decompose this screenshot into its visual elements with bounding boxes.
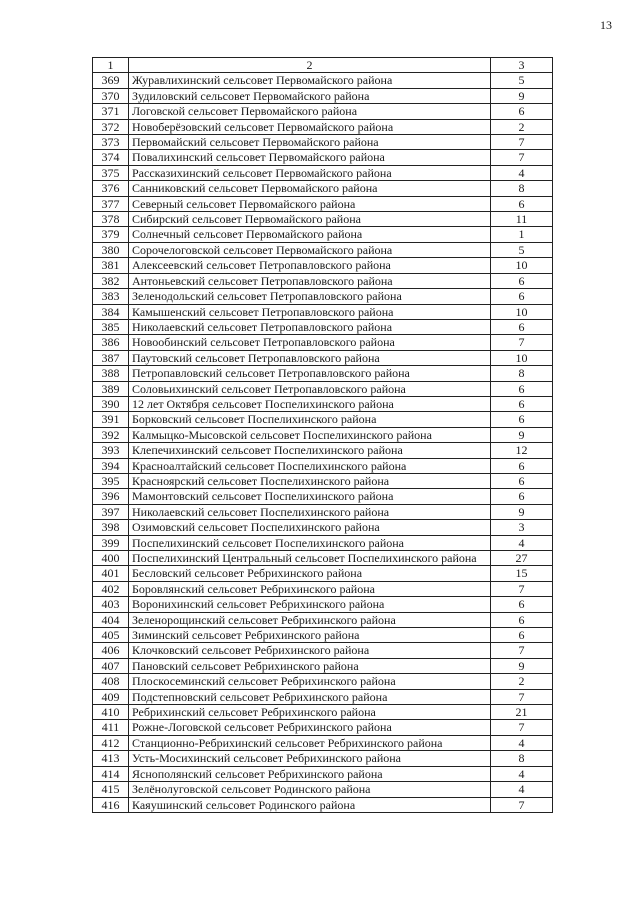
row-number: 416 xyxy=(93,797,129,812)
table-row xyxy=(93,473,553,488)
municipality-name: Санниковский сельсовет Первомайского района xyxy=(129,181,491,196)
table-row xyxy=(93,443,553,458)
districts-table xyxy=(92,57,553,813)
municipality-name: Клочковский сельсовет Ребрихинского района xyxy=(129,643,491,658)
row-number: 409 xyxy=(93,689,129,704)
row-value: 6 xyxy=(491,381,553,396)
row-value: 6 xyxy=(491,319,553,334)
municipality-name: Станционно-Ребрихинский сельсовет Ребрихинского района xyxy=(129,735,491,750)
municipality-name: Ребрихинский сельсовет Ребрихинского района xyxy=(129,705,491,720)
row-number: 386 xyxy=(93,335,129,350)
municipality-name: Каяушинский сельсовет Родинского района xyxy=(129,797,491,812)
row-value: 5 xyxy=(491,242,553,257)
municipality-name: Сорочелоговской сельсовет Первомайского района xyxy=(129,242,491,257)
row-value: 6 xyxy=(491,289,553,304)
municipality-name: Зелёнолуговской сельсовет Родинского района xyxy=(129,782,491,797)
row-number: 410 xyxy=(93,705,129,720)
row-number: 371 xyxy=(93,104,129,119)
row-number: 380 xyxy=(93,242,129,257)
table-row xyxy=(93,212,553,227)
row-number: 379 xyxy=(93,227,129,242)
row-number: 373 xyxy=(93,135,129,150)
row-number: 402 xyxy=(93,581,129,596)
row-number: 376 xyxy=(93,181,129,196)
municipality-name: Зудиловский сельсовет Первомайского района xyxy=(129,88,491,103)
row-value: 7 xyxy=(491,689,553,704)
row-value: 7 xyxy=(491,335,553,350)
row-number: 406 xyxy=(93,643,129,658)
row-value: 6 xyxy=(491,458,553,473)
row-value: 12 xyxy=(491,443,553,458)
row-value: 7 xyxy=(491,150,553,165)
municipality-name: Первомайский сельсовет Первомайского района xyxy=(129,135,491,150)
row-value: 9 xyxy=(491,504,553,519)
row-number: 403 xyxy=(93,597,129,612)
municipality-name: Петропавловский сельсовет Петропавловского района xyxy=(129,366,491,381)
row-value: 9 xyxy=(491,658,553,673)
row-value: 10 xyxy=(491,258,553,273)
row-number: 393 xyxy=(93,443,129,458)
table-row xyxy=(93,104,553,119)
municipality-name: 12 лет Октября сельсовет Поспелихинского района xyxy=(129,396,491,411)
table-row xyxy=(93,119,553,134)
row-value: 6 xyxy=(491,104,553,119)
municipality-name: Новообинский сельсовет Петропавловского района xyxy=(129,335,491,350)
municipality-name: Николаевский сельсовет Петропавловского района xyxy=(129,319,491,334)
row-value: 7 xyxy=(491,581,553,596)
row-value: 8 xyxy=(491,751,553,766)
table-row xyxy=(93,658,553,673)
table-row xyxy=(93,242,553,257)
row-number: 394 xyxy=(93,458,129,473)
municipality-name: Антоньевский сельсовет Петропавловского района xyxy=(129,273,491,288)
row-value: 9 xyxy=(491,427,553,442)
row-number: 374 xyxy=(93,150,129,165)
row-number: 407 xyxy=(93,658,129,673)
table-row xyxy=(93,735,553,750)
table-row xyxy=(93,766,553,781)
table-header-row xyxy=(93,58,553,73)
row-value: 21 xyxy=(491,705,553,720)
row-number: 414 xyxy=(93,766,129,781)
row-number: 388 xyxy=(93,366,129,381)
municipality-name: Логовской сельсовет Первомайского района xyxy=(129,104,491,119)
row-value: 6 xyxy=(491,412,553,427)
table-row xyxy=(93,782,553,797)
row-number: 383 xyxy=(93,289,129,304)
row-number: 389 xyxy=(93,381,129,396)
row-value: 6 xyxy=(491,396,553,411)
row-value: 1 xyxy=(491,227,553,242)
row-value: 4 xyxy=(491,782,553,797)
row-number: 411 xyxy=(93,720,129,735)
row-value: 7 xyxy=(491,135,553,150)
municipality-name: Рожне-Логовской сельсовет Ребрихинского района xyxy=(129,720,491,735)
table-row xyxy=(93,489,553,504)
municipality-name: Яснополянский сельсовет Ребрихинского района xyxy=(129,766,491,781)
row-value: 7 xyxy=(491,643,553,658)
table-row xyxy=(93,258,553,273)
row-number: 412 xyxy=(93,735,129,750)
municipality-name: Зиминский сельсовет Ребрихинского района xyxy=(129,628,491,643)
municipality-name: Боровлянский сельсовет Ребрихинского района xyxy=(129,581,491,596)
table-row xyxy=(93,612,553,627)
row-number: 404 xyxy=(93,612,129,627)
row-number: 372 xyxy=(93,119,129,134)
municipality-name: Клепечихинский сельсовет Поспелихинского района xyxy=(129,443,491,458)
table-row xyxy=(93,720,553,735)
row-number: 399 xyxy=(93,535,129,550)
row-number: 375 xyxy=(93,165,129,180)
row-value: 3 xyxy=(491,520,553,535)
table-row xyxy=(93,181,553,196)
municipality-name: Поспелихинский сельсовет Поспелихинского района xyxy=(129,535,491,550)
table-row xyxy=(93,366,553,381)
table-row xyxy=(93,165,553,180)
row-number: 384 xyxy=(93,304,129,319)
municipality-name: Зеленорощинский сельсовет Ребрихинского района xyxy=(129,612,491,627)
row-number: 378 xyxy=(93,212,129,227)
table-row xyxy=(93,350,553,365)
table-row xyxy=(93,396,553,411)
municipality-name: Соловьихинский сельсовет Петропавловского района xyxy=(129,381,491,396)
table-row xyxy=(93,135,553,150)
row-value: 7 xyxy=(491,797,553,812)
row-value: 4 xyxy=(491,735,553,750)
municipality-name: Паутовский сельсовет Петропавловского района xyxy=(129,350,491,365)
row-value: 6 xyxy=(491,489,553,504)
municipality-name: Алексеевский сельсовет Петропавловского района xyxy=(129,258,491,273)
row-number: 385 xyxy=(93,319,129,334)
table-row xyxy=(93,304,553,319)
header-col-1: 1 xyxy=(93,58,129,73)
table-row xyxy=(93,689,553,704)
table-row xyxy=(93,597,553,612)
table-row xyxy=(93,196,553,211)
table-row xyxy=(93,335,553,350)
row-value: 6 xyxy=(491,473,553,488)
row-value: 4 xyxy=(491,535,553,550)
row-number: 390 xyxy=(93,396,129,411)
row-number: 381 xyxy=(93,258,129,273)
row-value: 4 xyxy=(491,165,553,180)
row-number: 405 xyxy=(93,628,129,643)
row-number: 400 xyxy=(93,551,129,566)
table-row xyxy=(93,73,553,88)
row-value: 27 xyxy=(491,551,553,566)
row-number: 395 xyxy=(93,473,129,488)
row-number: 401 xyxy=(93,566,129,581)
row-number: 387 xyxy=(93,350,129,365)
municipality-name: Новоберёзовский сельсовет Первомайского района xyxy=(129,119,491,134)
table-row xyxy=(93,551,553,566)
table-row xyxy=(93,751,553,766)
municipality-name: Северный сельсовет Первомайского района xyxy=(129,196,491,211)
municipality-name: Мамонтовский сельсовет Поспелихинского района xyxy=(129,489,491,504)
municipality-name: Камышенский сельсовет Петропавловского района xyxy=(129,304,491,319)
municipality-name: Пановский сельсовет Ребрихинского района xyxy=(129,658,491,673)
row-value: 2 xyxy=(491,119,553,134)
municipality-name: Подстепновский сельсовет Ребрихинского района xyxy=(129,689,491,704)
municipality-name: Николаевский сельсовет Поспелихинского района xyxy=(129,504,491,519)
municipality-name: Калмыцко-Мысовской сельсовет Поспелихинского района xyxy=(129,427,491,442)
table-row xyxy=(93,289,553,304)
table-row xyxy=(93,227,553,242)
table-row xyxy=(93,535,553,550)
table-row xyxy=(93,674,553,689)
table-row xyxy=(93,628,553,643)
table-row xyxy=(93,381,553,396)
table-row xyxy=(93,504,553,519)
header-col-3: 3 xyxy=(491,58,553,73)
row-value: 15 xyxy=(491,566,553,581)
table-row xyxy=(93,705,553,720)
row-value: 2 xyxy=(491,674,553,689)
row-value: 10 xyxy=(491,304,553,319)
municipality-name: Рассказихинский сельсовет Первомайского района xyxy=(129,165,491,180)
row-number: 415 xyxy=(93,782,129,797)
table-row xyxy=(93,581,553,596)
municipality-name: Сибирский сельсовет Первомайского района xyxy=(129,212,491,227)
row-number: 391 xyxy=(93,412,129,427)
municipality-name: Бесловский сельсовет Ребрихинского района xyxy=(129,566,491,581)
row-value: 6 xyxy=(491,612,553,627)
row-value: 6 xyxy=(491,196,553,211)
municipality-name: Плоскосеминский сельсовет Ребрихинского района xyxy=(129,674,491,689)
municipality-name: Борковский сельсовет Поспелихинского района xyxy=(129,412,491,427)
row-number: 396 xyxy=(93,489,129,504)
municipality-name: Журавлихинский сельсовет Первомайского района xyxy=(129,73,491,88)
row-number: 408 xyxy=(93,674,129,689)
municipality-name: Красноалтайский сельсовет Поспелихинского района xyxy=(129,458,491,473)
page-number: 13 xyxy=(600,18,612,32)
row-value: 6 xyxy=(491,273,553,288)
municipality-name: Зеленодольский сельсовет Петропавловского района xyxy=(129,289,491,304)
row-number: 392 xyxy=(93,427,129,442)
municipality-name: Воронихинский сельсовет Ребрихинского района xyxy=(129,597,491,612)
row-value: 6 xyxy=(491,628,553,643)
table-row xyxy=(93,520,553,535)
row-value: 10 xyxy=(491,350,553,365)
table-row xyxy=(93,643,553,658)
municipality-name: Солнечный сельсовет Первомайского района xyxy=(129,227,491,242)
table-row xyxy=(93,427,553,442)
table-row xyxy=(93,458,553,473)
row-number: 398 xyxy=(93,520,129,535)
row-value: 9 xyxy=(491,88,553,103)
row-value: 5 xyxy=(491,73,553,88)
table-row xyxy=(93,150,553,165)
municipality-name: Озимовский сельсовет Поспелихинского района xyxy=(129,520,491,535)
row-number: 397 xyxy=(93,504,129,519)
row-value: 8 xyxy=(491,181,553,196)
table-row xyxy=(93,319,553,334)
table-row xyxy=(93,412,553,427)
municipality-name: Повалихинский сельсовет Первомайского района xyxy=(129,150,491,165)
row-number: 370 xyxy=(93,88,129,103)
municipality-name: Усть-Мосихинский сельсовет Ребрихинского района xyxy=(129,751,491,766)
row-value: 11 xyxy=(491,212,553,227)
row-value: 6 xyxy=(491,597,553,612)
row-value: 8 xyxy=(491,366,553,381)
header-col-2: 2 xyxy=(129,58,491,73)
table-row xyxy=(93,273,553,288)
row-number: 382 xyxy=(93,273,129,288)
table-row xyxy=(93,566,553,581)
table-row xyxy=(93,797,553,812)
table-row xyxy=(93,88,553,103)
row-number: 377 xyxy=(93,196,129,211)
row-number: 369 xyxy=(93,73,129,88)
row-value: 7 xyxy=(491,720,553,735)
row-value: 4 xyxy=(491,766,553,781)
municipality-name: Поспелихинский Центральный сельсовет Поспелихинского района xyxy=(129,551,491,566)
row-number: 413 xyxy=(93,751,129,766)
municipality-name: Красноярский сельсовет Поспелихинского района xyxy=(129,473,491,488)
